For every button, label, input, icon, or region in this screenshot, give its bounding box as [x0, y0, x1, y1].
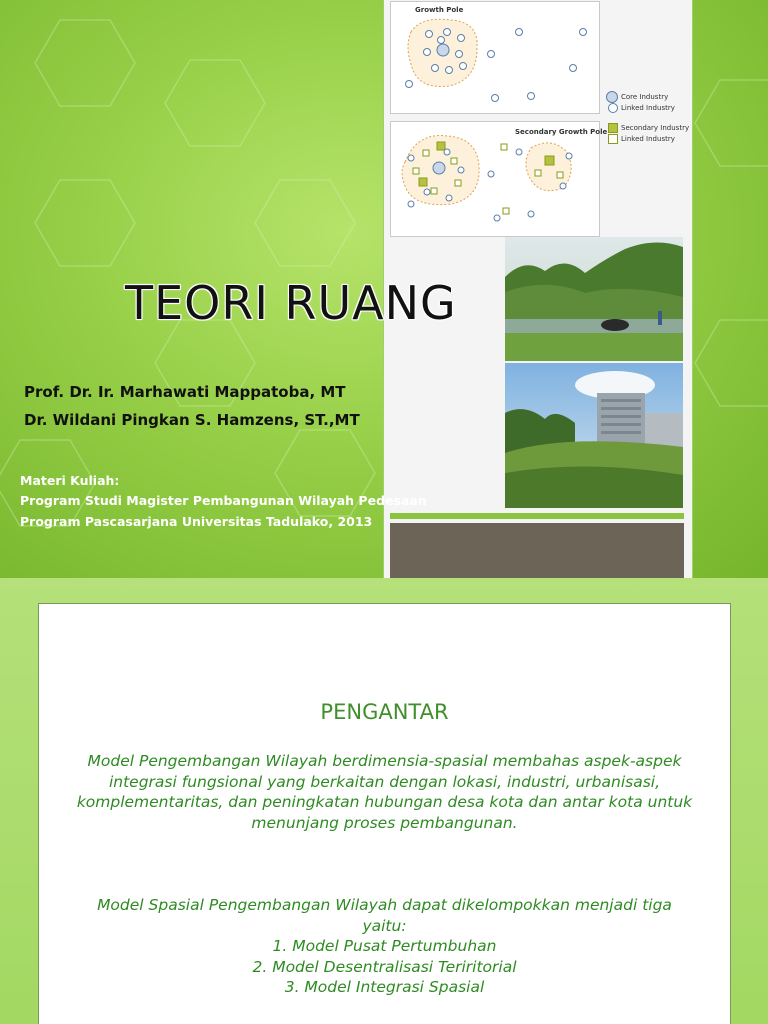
materi-label: Materi Kuliah: [20, 473, 120, 488]
intro-paragraph [39, 751, 730, 833]
model-list-paragraph [39, 895, 730, 998]
growth-pole-label: Growth Pole [415, 6, 464, 14]
panel-dark-block [390, 523, 684, 578]
program-studi-line: Program Studi Magister Pembangunan Wilayah Pedesaan [20, 493, 427, 508]
growth-pole-diagram [390, 1, 600, 114]
author-1: Prof. Dr. Ir. Marhawati Mappatoba, MT [24, 383, 346, 401]
pengantar-slide [0, 578, 768, 1024]
author-2: Dr. Wildani Pingkan S. Hamzens, ST.,MT [24, 411, 360, 429]
content-card [38, 603, 731, 1024]
model-intro-line-1: Model Spasial Pengembangan Wilayah dapat dikelompokkan menjadi tiga [97, 896, 672, 914]
secondary-industry-icon [608, 123, 618, 133]
core-industry-icon [606, 91, 618, 103]
intro-line-1: Model Pengembangan Wilayah berdimensia-spasial membahas aspek-aspek [87, 752, 682, 770]
secondary-growth-pole-graphic [391, 122, 601, 238]
model-item-2: 2. Model Desentralisasi Teriritorial [252, 957, 517, 976]
growth-pole-graphic [391, 2, 601, 115]
secondary-growth-pole-label: Secondary Growth Pole [515, 128, 608, 136]
model-intro-line-2: yaitu: [362, 916, 407, 935]
model-item-1: 1. Model Pusat Pertumbuhan [272, 937, 497, 955]
legend-linked-industry-1: Linked Industry [608, 103, 675, 113]
rural-field-photo [505, 237, 683, 361]
legend-core-industry: Core Industry [606, 91, 668, 103]
intro-line-2: integrasi fungsional yang berkaitan dengan lokasi, industri, urbanisasi, [108, 772, 661, 791]
legend-secondary-industry: Secondary Industry [608, 123, 689, 133]
intro-line-3: komplementaritas, dan peningkatan hubungan desa kota dan antar kota untuk [76, 793, 693, 811]
secondary-growth-pole-diagram [390, 121, 608, 237]
model-item-3: 3. Model Integrasi Spasial [284, 978, 485, 996]
slide-title: TEORI RUANG [125, 276, 457, 330]
urban-park-photo [505, 363, 683, 508]
linked-industry-icon [608, 103, 618, 113]
panel-accent-bar [390, 513, 684, 519]
section-heading: PENGANTAR [320, 700, 449, 724]
program-pascasarjana-line: Program Pascasarjana Universitas Tadulako, 2013 [20, 514, 373, 529]
intro-line-4: menunjang proses pembangunan. [251, 813, 518, 832]
legend-linked-industry-2: Linked Industry [608, 134, 675, 144]
linked-industry-square-icon [608, 134, 618, 144]
